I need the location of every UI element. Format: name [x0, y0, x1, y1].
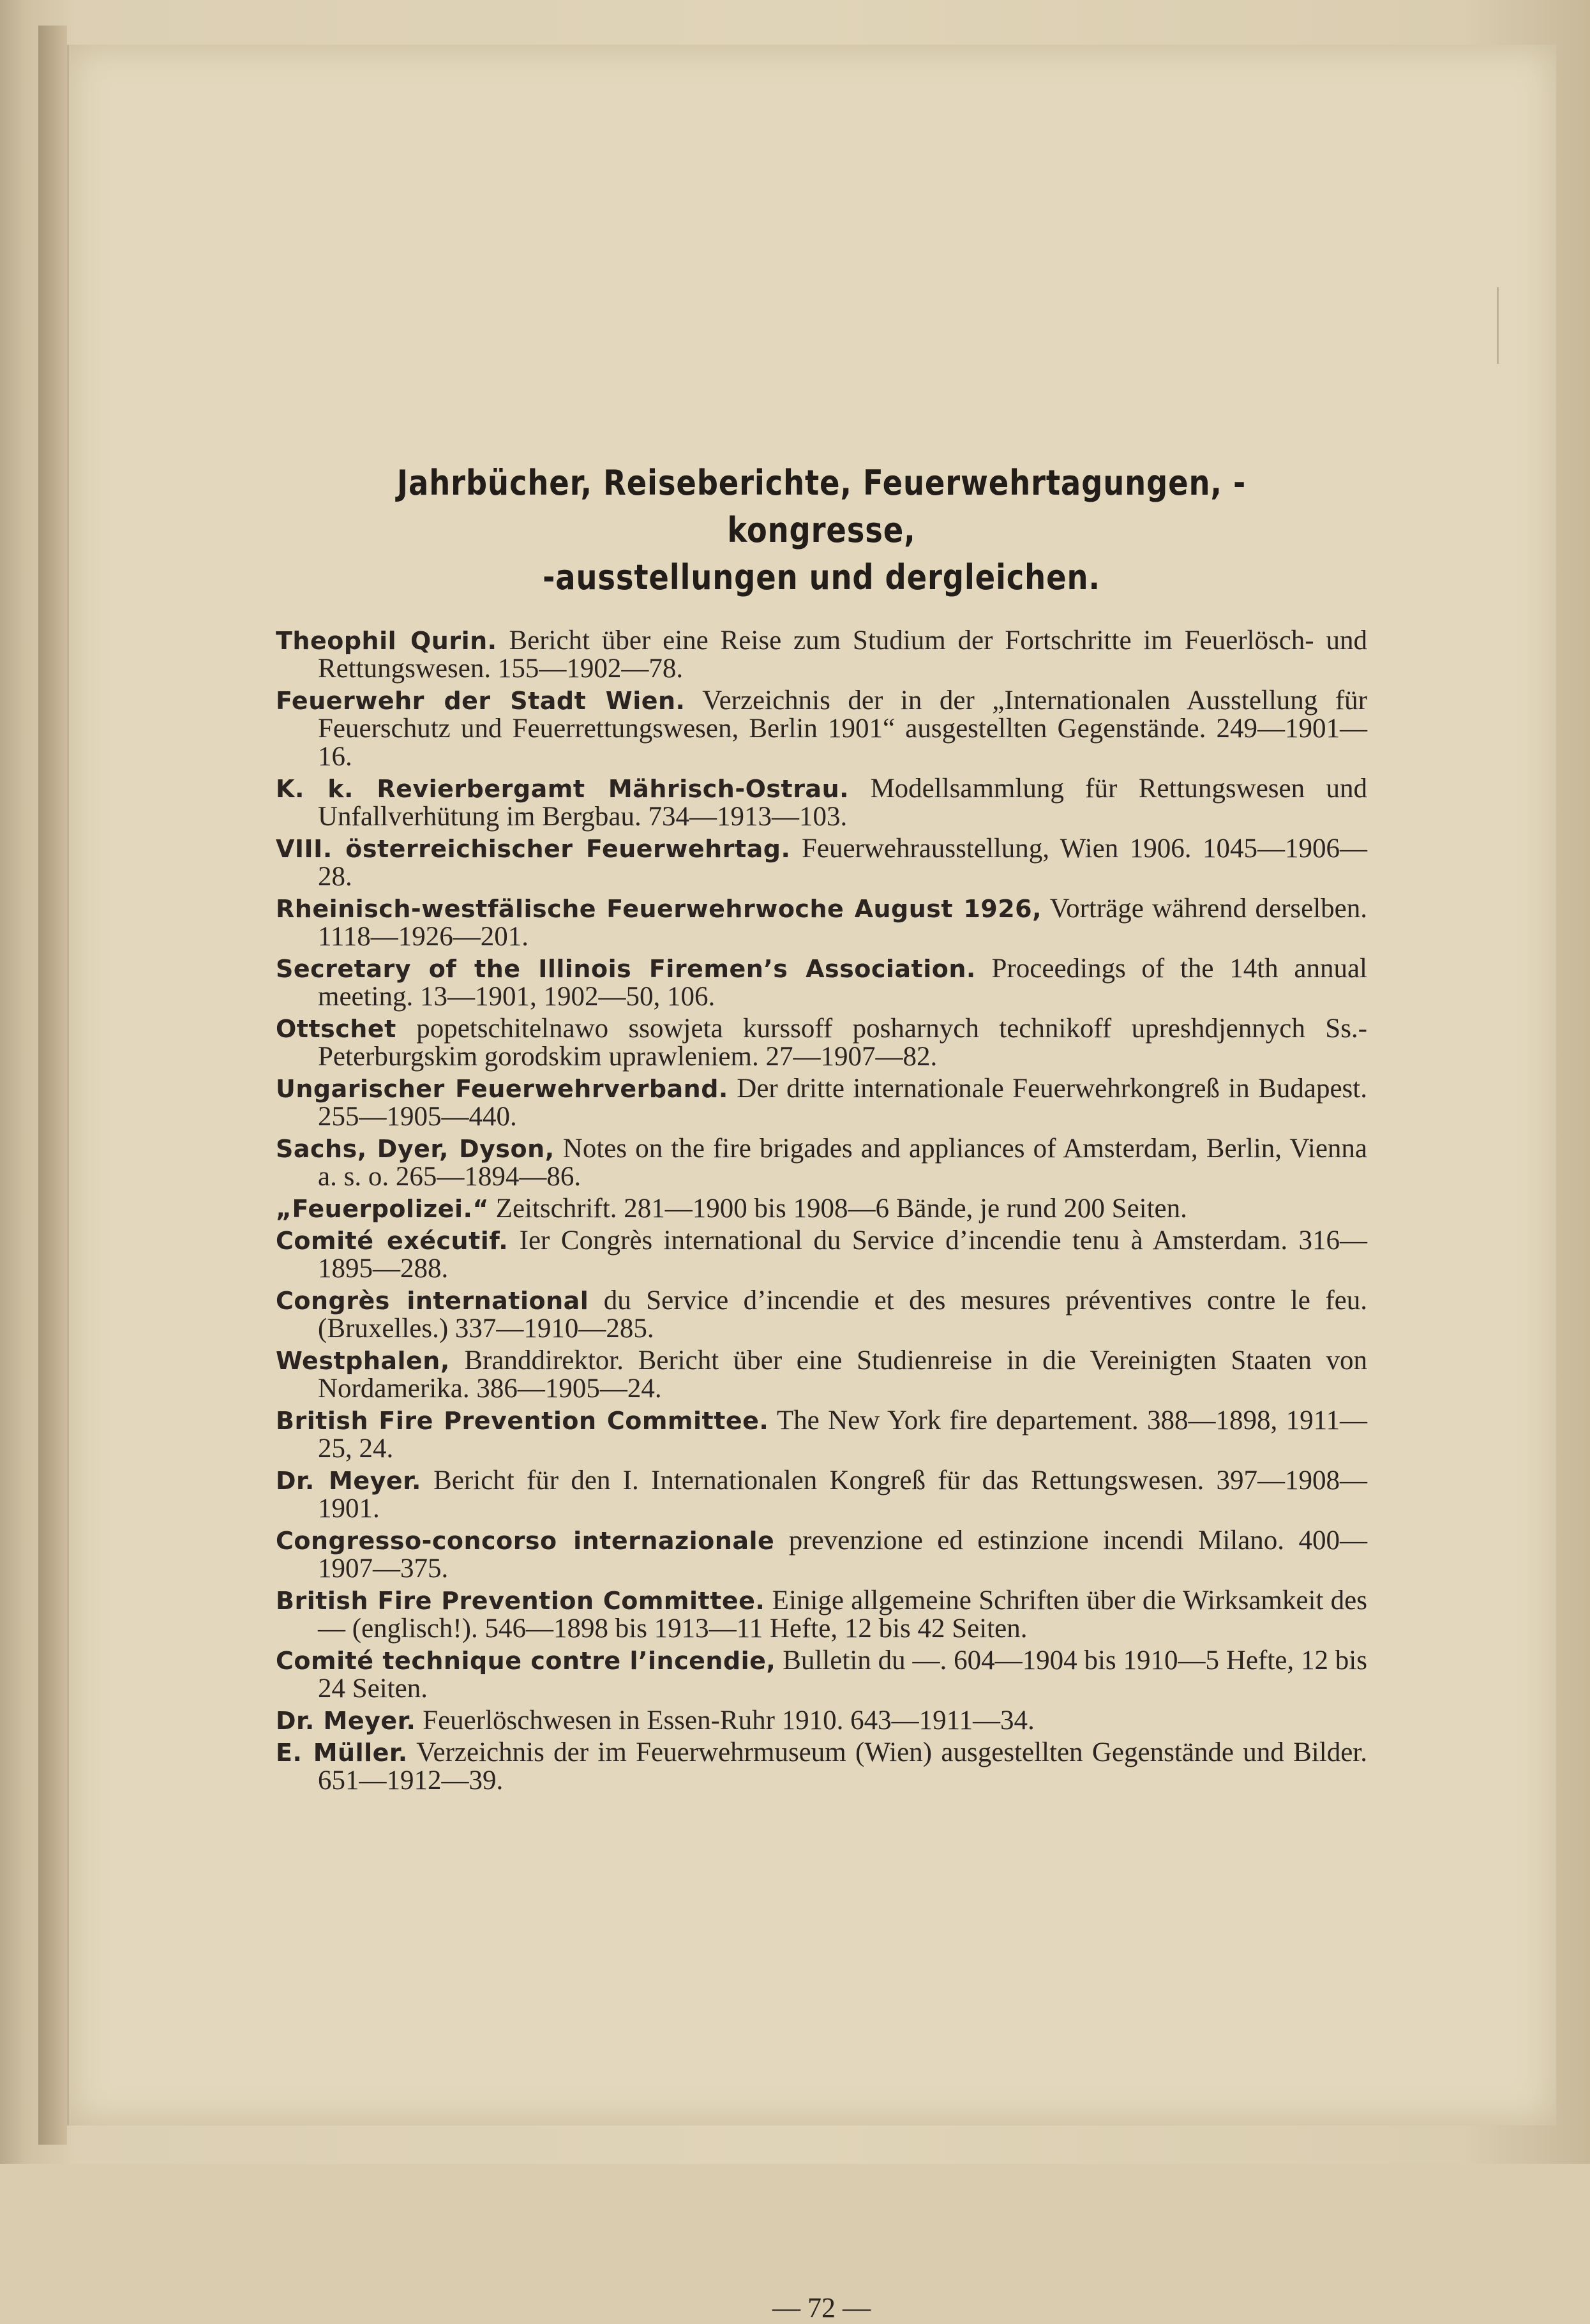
entry-text: Zeitschrift. 281—1900 bis 1908—6 Bände, je rund 200 Seiten.: [488, 1194, 1187, 1224]
entry-author: British Fire Prevention Committee.: [276, 1587, 765, 1615]
entry-text: Einige allgemeine Schriften über die Wirksamkeit des — (englisch!). 546—1898 bis 1913—11 Hefte, 12 bis 42 Seiten.: [318, 1586, 1367, 1644]
bibliography-entry: [276, 1015, 1367, 1071]
entry-author: VIII. österreichischer Feuerwehrtag.: [276, 835, 791, 863]
bibliography-entry: [276, 835, 1367, 891]
entry-text: Verzeichnis der in der „Internationalen Ausstellung für Feuerschutz und Feuerrettungswesen, Berlin 1901“ ausgestellten Gegenstände. 249—1901—16.: [318, 686, 1368, 772]
section-heading-line-1: Jahrbücher, Reiseberichte, Feuerwehrtagungen, -kongresse,: [396, 463, 1247, 550]
entry-author: Sachs, Dyer, Dyson,: [276, 1135, 555, 1163]
bibliography-entry: [276, 627, 1367, 683]
bibliography-entry: [276, 1527, 1367, 1583]
entry-text: Bericht für den I. Internationalen Kongreß für das Rettungswesen. 397—1908—1901.: [318, 1466, 1367, 1524]
entry-text: Feuerwehrausstellung, Wien 1906. 1045—1906—28.: [318, 834, 1367, 892]
bibliography-list: [276, 627, 1367, 1795]
bibliography-entry: [276, 895, 1367, 951]
entry-text: Branddirektor. Bericht über eine Studienreise in die Vereinigten Staaten von Nordamerika. 386—1905—24.: [318, 1346, 1367, 1404]
entry-author: Ottschet: [276, 1015, 396, 1043]
bibliography-entry: [276, 1075, 1367, 1131]
page-number: — 72 —: [772, 2292, 871, 2323]
entry-author: Dr. Meyer.: [276, 1707, 416, 1735]
entry-author: Ungarischer Feuerwehrverband.: [276, 1075, 728, 1103]
entry-author: E. Müller.: [276, 1739, 408, 1767]
entry-author: Theophil Qurin.: [276, 627, 497, 655]
bibliography-entry: [276, 775, 1367, 831]
entry-author: Rheinisch-westfälische Feuerwehrwoche August 1926,: [276, 895, 1042, 923]
entry-text: Bericht über eine Reise zum Studium der Fortschritte im Feuerlösch- und Rettungswesen. 155—1902—78.: [318, 626, 1367, 684]
entry-text: popetschitelnawo ssowjeta kurssoff posharnych technikoff upreshdjennych Ss.-Peterburgskim gorodskim uprawleniem. 27—1907—82.: [318, 1014, 1367, 1072]
entry-text: Modellsammlung für Rettungswesen und Unfallverhütung im Bergbau. 734—1913—103.: [318, 774, 1367, 832]
entry-text: Verzeichnis der im Feuerwehrmuseum (Wien) ausgestellten Gegenstände und Bilder. 651—1912—39.: [318, 1737, 1367, 1795]
entry-text: Bulletin du —. 604—1904 bis 1910—5 Hefte, 12 bis 24 Seiten.: [318, 1646, 1367, 1704]
bibliography-entry: [276, 1195, 1367, 1223]
section-heading: [352, 460, 1291, 601]
entry-text: du Service d’incendie et des mesures préventives contre le feu. (Bruxelles.) 337—1910—285.: [318, 1286, 1368, 1344]
entry-author: Westphalen,: [276, 1347, 450, 1375]
section-heading-line-2: -ausstellungen und dergleichen.: [543, 557, 1100, 597]
entry-text: Der dritte internationale Feuerwehrkongreß in Budapest. 255—1905—440.: [318, 1074, 1367, 1132]
entry-text: Proceedings of the 14th annual meeting. 13—1901, 1902—50, 106.: [318, 954, 1367, 1012]
bibliography-entry: [276, 1467, 1367, 1523]
bibliography-entry: [276, 1407, 1367, 1463]
entry-text: The New York fire departement. 388—1898, 1911—25, 24.: [318, 1406, 1367, 1464]
entry-text: Feuerlöschwesen in Essen-Ruhr 1910. 643—1911—34.: [416, 1706, 1035, 1736]
page-content: [276, 460, 1368, 2323]
entry-author: Comité exécutif.: [276, 1227, 509, 1255]
bibliography-entry: [276, 1647, 1367, 1703]
bibliography-entry: [276, 1135, 1367, 1191]
bibliography-entry: [276, 1587, 1367, 1643]
entry-text: prevenzione ed estinzione incendi Milano. 400—1907—375.: [318, 1526, 1367, 1584]
entry-author: British Fire Prevention Committee.: [276, 1407, 769, 1435]
entry-author: Feuerwehr der Stadt Wien.: [276, 687, 686, 715]
bibliography-entry: [276, 1287, 1367, 1343]
entry-author: „Feuerpolizei.“: [276, 1195, 489, 1223]
entry-text: Ier Congrès international du Service d’incendie tenu à Amsterdam. 316—1895—288.: [318, 1226, 1368, 1284]
bibliography-entry: [276, 1347, 1367, 1403]
page-edge-mark: [1497, 287, 1499, 364]
bibliography-entry: [276, 687, 1367, 771]
entry-author: Dr. Meyer.: [276, 1467, 421, 1495]
entry-author: Secretary of the Illinois Firemen’s Association.: [276, 955, 976, 983]
bibliography-entry: [276, 1227, 1367, 1283]
entry-text: Notes on the fire brigades and appliances of Amsterdam, Berlin, Vienna a. s. o. 265—1894—86.: [318, 1134, 1367, 1192]
bibliography-entry: [276, 1707, 1367, 1735]
bibliography-entry: [276, 955, 1367, 1011]
entry-author: K. k. Revierbergamt Mährisch-Ostrau.: [276, 775, 850, 803]
book-spine: [38, 26, 67, 2145]
bibliography-entry: [276, 1739, 1367, 1795]
entry-author: Congrès international: [276, 1287, 589, 1315]
entry-author: Comité technique contre l’incendie,: [276, 1647, 776, 1675]
entry-author: Congresso-concorso internazionale: [276, 1527, 775, 1555]
entry-text: Vorträge während derselben. 1118—1926—201.: [318, 894, 1367, 952]
